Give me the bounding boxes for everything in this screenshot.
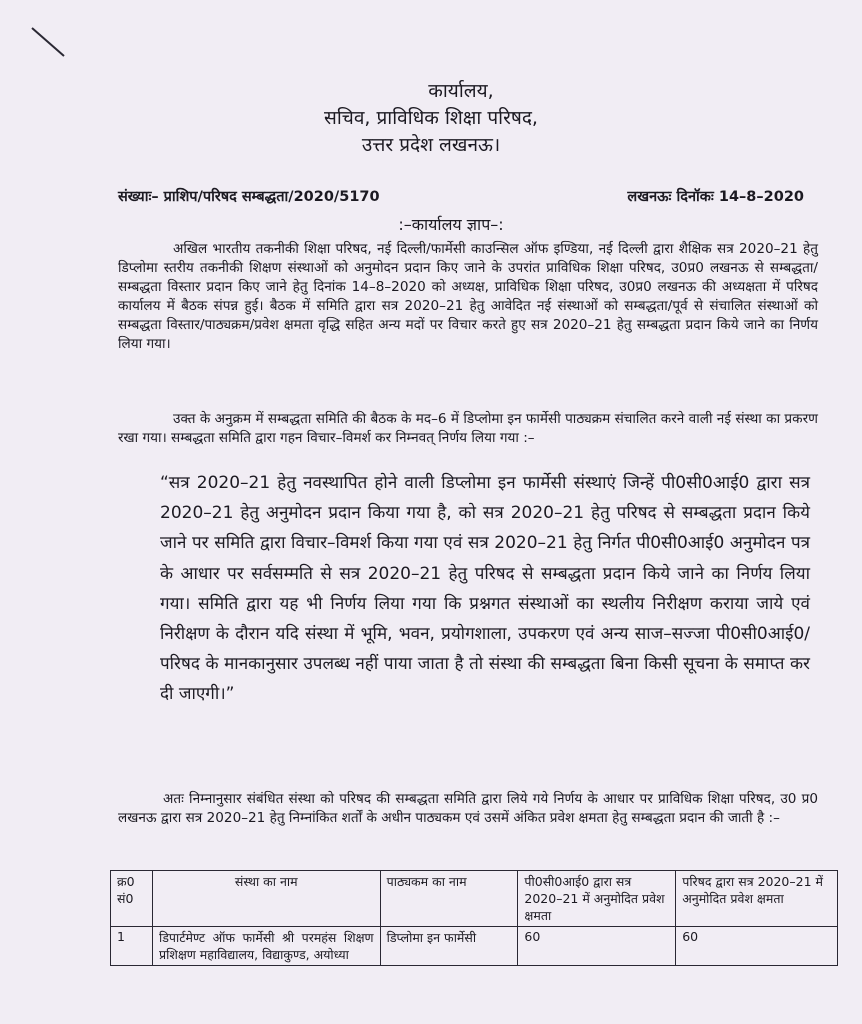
cell-council-intake: 60	[676, 927, 838, 966]
header-serial: क्र0 सं0	[111, 871, 153, 927]
pen-stroke-mark	[28, 24, 68, 60]
header-secretary: सचिव, प्राविधिक शिक्षा परिषद,	[324, 107, 538, 129]
header-pci-intake: पी0सी0आई0 द्वारा सत्र 2020–21 में अनुमोदित प्रवेश क्षमता	[518, 871, 676, 927]
header-office: कार्यालय,	[428, 80, 494, 102]
cell-course: डिप्लोमा इन फार्मेसी	[380, 927, 518, 966]
cell-pci-intake: 60	[518, 927, 676, 966]
office-header	[0, 78, 862, 159]
header-institute: संस्था का नाम	[152, 871, 380, 927]
paragraph-2: उक्त के अनुक्रम में सम्बद्धता समिति की बैठक के मद–6 में डिप्लोमा इन फार्मेसी पाठ्यक्रम संचालित करने वाली नई संस्था का प्रकरण रखा गया। सम्बद्धता समिति द्वारा गहन विचार–विमर्श कर निम्नवत् निर्णय लिया गया :–	[118, 411, 818, 446]
paragraph-1: अखिल भारतीय तकनीकी शिक्षा परिषद, नई दिल्ली/फार्मेसी काउन्सिल ऑफ इण्डिया, नई दिल्ली द्वारा शैक्षिक सत्र 2020–21 हेतु डिप्लोमा स्तरीय तकनीकी शिक्षण संस्थाओं को अनुमोदन प्रदान किए जाने के उपरांत प्राविधिक शिक्षा परिषद, उ0प्र0 लखनऊ से सम्बद्धता/सम्बद्धता विस्तार प्रदान किए जाने हेतु दिनांक 14–8–2020 को अध्यक्ष, प्राविधिक शिक्षा परिषद, उ0प्र0 लखनऊ की अध्यक्षता में परिषद कार्यालय में बैठक संपन्न हुई। बैठक में समिति द्वारा सत्र 2020–21 हेतु आवेदित नई संस्थाओं को सम्बद्धता/पूर्व से संचालित संस्थाओं को सम्बद्धता विस्तार/पाठ्यक्रम/प्रवेश क्षमता वृद्धि सहित अन्य मदों पर विचार करते हुए सत्र 2020–21 हेतु सम्बद्धता प्रदान किये जाने का निर्णय लिया गया।	[118, 241, 818, 352]
cell-serial: 1	[111, 927, 153, 966]
reference-number: संख्याः– प्राशिप/परिषद सम्बद्धता/2020/5170	[118, 189, 380, 205]
table-header-row	[111, 871, 838, 927]
affiliation-table	[110, 870, 838, 966]
paragraph-3: अतः निम्नानुसार संबंधित संस्था को परिषद की सम्बद्धता समिति द्वारा लिये गये निर्णय के आधार पर प्राविधिक शिक्षा परिषद, उ0 प्र0 लखनऊ द्वारा सत्र 2020–21 हेतु निम्नांकित शर्तों के अधीन पाठ्यकम एवं उसमें अंकित प्रवेश क्षमता हेतु सम्बद्धता प्रदान की जाती है :–	[118, 791, 818, 826]
header-course: पाठ्यकम का नाम	[380, 871, 518, 927]
header-location: उत्तर प्रदेश लखनऊ।	[361, 134, 501, 156]
committee-decision-quote: “सत्र 2020–21 हेतु नवस्थापित होने वाली डिप्लोमा इन फार्मेसी संस्थाएं जिन्हें पी0सी0आई0 द्वारा सत्र 2020–21 हेतु अनुमोदन प्रदान किया गया है, को सत्र 2020–21 हेतु परिषद से सम्बद्धता प्रदान किये जाने पर समिति द्वारा विचार–विमर्श किया गया एवं सत्र 2020–21 हेतु निर्गत पी0सी0आई0 अनुमोदन पत्र के आधार पर सर्वसम्मति से सत्र 2020–21 हेतु परिषद से सम्बद्धता प्रदान किये जाने का निर्णय लिया गया। समिति द्वारा यह भी निर्णय लिया गया कि प्रश्नगत संस्थाओं का स्थलीय निरीक्षण कराया जाये एवं निरीक्षण के दौरान यदि संस्था में भूमि, भवन, प्रयोगशाला, उपकरण एवं अन्य साज–सज्जा पी0सी0आई0/परिषद के मानकानुसार उपलब्ध नहीं पाया जाता है तो संस्था की सम्बद्धता बिना किसी सूचना के समाप्त कर दी जाएगी।”	[160, 473, 810, 705]
reference-date: लखनऊः दिनॉकः 14–8–2020	[627, 189, 804, 205]
table-row	[111, 927, 838, 966]
memo-title: :–कार्यालय ज्ञाप–:	[398, 215, 504, 234]
cell-institute: डिपार्टमेण्ट ऑफ फार्मेसी श्री परमहंस शिक्षण प्रशिक्षण महाविद्यालय, विद्याकुण्ड, अयोध्या	[152, 927, 380, 966]
reference-line	[118, 186, 804, 206]
header-council-intake: परिषद द्वारा सत्र 2020–21 में अनुमोदित प्रवेश क्षमता	[676, 871, 838, 927]
